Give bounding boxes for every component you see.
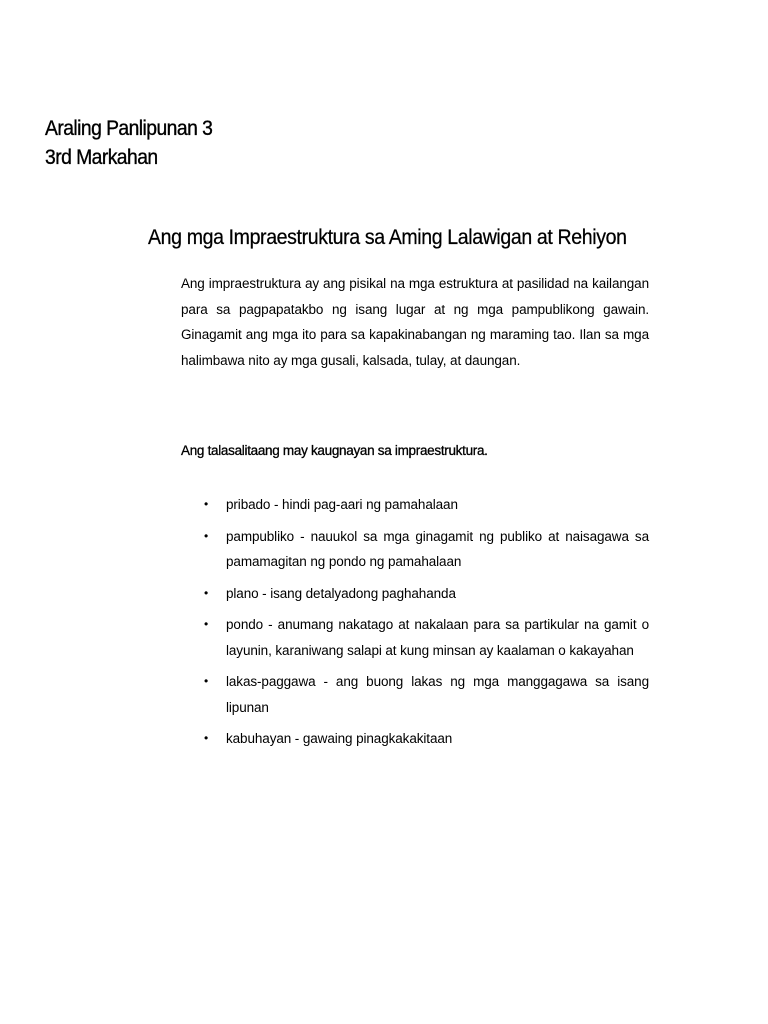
quarter-label: 3rd Markahan [45, 146, 158, 169]
subject-title: Araling Panlipunan 3 [45, 117, 213, 140]
list-item [204, 581, 649, 607]
term-text: kabuhayan - gawaing pinagkakakitaan [226, 731, 453, 746]
bullet-icon: • [204, 617, 209, 631]
vocabulary-heading: Ang talasalitaang may kaugnayan sa impraestruktura. [181, 443, 488, 458]
bullet-icon: • [204, 528, 209, 543]
term-text: plano - isang detalyadong paghahanda [226, 585, 456, 601]
list-item [204, 492, 649, 518]
term-text: pampubliko - nauukol sa mga ginagamit ng publiko at naisagawa sa pamamagitan ng pondo ng pamahalaan [226, 528, 649, 569]
bullet-icon: • [204, 585, 209, 600]
vocabulary-list [204, 492, 649, 758]
list-item [204, 612, 649, 663]
bullet-icon: • [204, 497, 209, 511]
list-item [204, 669, 649, 720]
intro-paragraph: Ang impraestruktura ay ang pisikal na mga estruktura at pasilidad na kailangan para sa pagpapatakbo ng isang lugar at ng mga pampublikong gawain. Ginagamit ang mga ito para sa kapakinabangan ng maraming tao. Ilan sa mga halimbawa nito ay mga gusali, kalsada, tulay, at daungan. [181, 276, 649, 368]
bullet-icon: • [204, 674, 209, 688]
bullet-icon: • [204, 731, 209, 745]
document-header [45, 114, 212, 172]
list-item [204, 726, 649, 752]
term-text: pondo - anumang nakatago at nakalaan para sa partikular na gamit o layunin, karaniwang salapi at kung minsan ay kaalaman o kakayahan [226, 617, 649, 658]
lesson-title: Ang mga Impraestruktura sa Aming Lalawigan at Rehiyon [148, 226, 627, 249]
term-text: lakas-paggawa - ang buong lakas ng mga manggagawa sa isang lipunan [226, 674, 649, 715]
list-item [204, 524, 649, 575]
term-text: pribado - hindi pag-aari ng pamahalaan [226, 497, 458, 512]
